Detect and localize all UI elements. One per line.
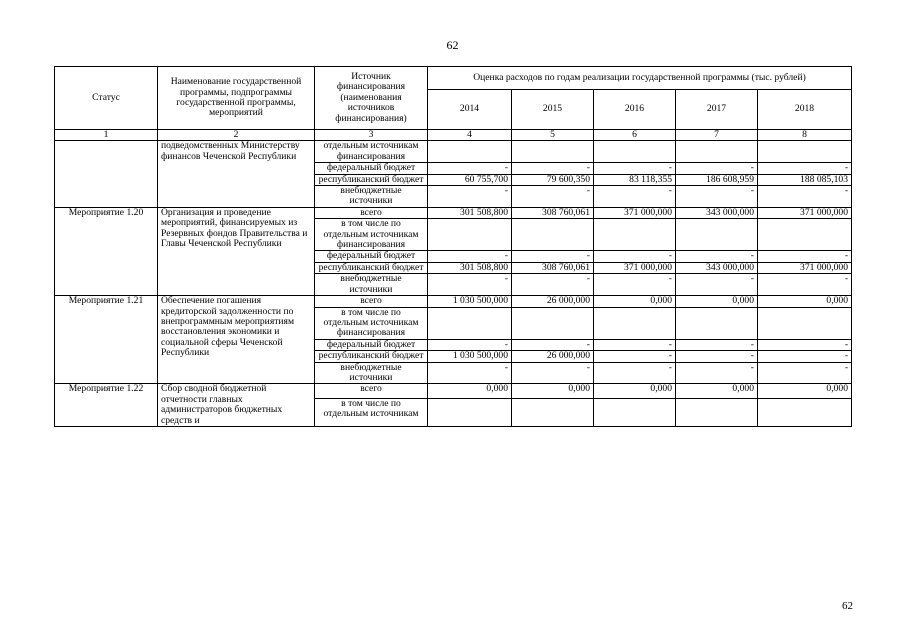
value-cell: - — [428, 274, 512, 296]
value-cell — [758, 398, 852, 426]
value-cell — [594, 307, 676, 339]
source-cell: в том числе по отдельным источникам финансирования — [315, 219, 428, 251]
value-cell: - — [594, 351, 676, 362]
source-cell: республиканский бюджет — [315, 351, 428, 362]
table-body — [55, 141, 852, 427]
source-cell: в том числе по отдельным источникам финансирования — [315, 307, 428, 339]
status-cell — [55, 141, 158, 207]
value-cell: - — [758, 339, 852, 350]
value-cell — [594, 398, 676, 426]
value-cell — [512, 307, 594, 339]
source-cell: внебюджетные источники — [315, 274, 428, 296]
value-cell: - — [512, 274, 594, 296]
value-cell: - — [758, 362, 852, 384]
value-cell: - — [594, 339, 676, 350]
column-number: 2 — [158, 130, 315, 141]
value-cell: - — [676, 351, 758, 362]
value-cell — [676, 141, 758, 163]
header-year: 2015 — [512, 90, 594, 130]
value-cell — [512, 398, 594, 426]
value-cell: 79 600,350 — [512, 174, 594, 185]
value-cell — [512, 141, 594, 163]
value-cell — [594, 219, 676, 251]
page-number-bottom: 62 — [842, 600, 853, 612]
value-cell: 371 000,000 — [758, 262, 852, 273]
value-cell: 60 755,700 — [428, 174, 512, 185]
value-cell — [428, 398, 512, 426]
source-cell: федеральный бюджет — [315, 251, 428, 262]
value-cell: - — [758, 351, 852, 362]
value-cell: 343 000,000 — [676, 207, 758, 218]
source-cell: республиканский бюджет — [315, 262, 428, 273]
value-cell: 0,000 — [594, 296, 676, 307]
header-estimate: Оценка расходов по годам реализации государственной программы (тыс. рублей) — [428, 67, 852, 90]
column-number: 1 — [55, 130, 158, 141]
header-year: 2014 — [428, 90, 512, 130]
value-cell — [676, 219, 758, 251]
value-cell: - — [758, 186, 852, 208]
value-cell: - — [428, 251, 512, 262]
value-cell: 371 000,000 — [594, 262, 676, 273]
value-cell — [512, 219, 594, 251]
value-cell: 1 030 500,000 — [428, 351, 512, 362]
value-cell: 301 508,800 — [428, 262, 512, 273]
header-name: Наименование государственной программы, подпрограммы государственной программы, мероприятий — [158, 67, 315, 130]
value-cell: - — [594, 186, 676, 208]
value-cell: - — [676, 251, 758, 262]
measure-status: Мероприятие 1.20 — [55, 207, 158, 295]
budget-table — [54, 66, 852, 427]
table-row — [55, 141, 852, 163]
source-cell: всего — [315, 296, 428, 307]
table-header — [55, 67, 852, 141]
measure-status: Мероприятие 1.21 — [55, 296, 158, 384]
value-cell: - — [594, 163, 676, 174]
value-cell: - — [428, 339, 512, 350]
value-cell: 186 608,959 — [676, 174, 758, 185]
value-cell: 308 760,061 — [512, 262, 594, 273]
value-cell: 343 000,000 — [676, 262, 758, 273]
header-year: 2017 — [676, 90, 758, 130]
value-cell: - — [676, 274, 758, 296]
value-cell: - — [512, 339, 594, 350]
value-cell: 26 000,000 — [512, 296, 594, 307]
column-number: 8 — [758, 130, 852, 141]
value-cell — [758, 219, 852, 251]
measure-name: Обеспечение погашения кредиторской задолженности по внепрограммным мероприятиям восстановления экономики и социальной сферы Чеченской Республики — [158, 296, 315, 384]
source-cell: внебюджетные источники — [315, 362, 428, 384]
value-cell — [758, 141, 852, 163]
table-row — [55, 207, 852, 218]
table-row — [55, 384, 852, 399]
value-cell: - — [512, 186, 594, 208]
value-cell: - — [594, 362, 676, 384]
value-cell: - — [428, 163, 512, 174]
value-cell: - — [428, 186, 512, 208]
value-cell: - — [512, 251, 594, 262]
source-cell: в том числе по отдельным источникам — [315, 398, 428, 426]
value-cell: - — [594, 274, 676, 296]
value-cell: - — [676, 339, 758, 350]
value-cell: 371 000,000 — [758, 207, 852, 218]
value-cell: 0,000 — [428, 384, 512, 399]
value-cell — [676, 398, 758, 426]
header-year: 2016 — [594, 90, 676, 130]
measure-name: подведомственных Министерству финансов Чеченской Республики — [158, 141, 315, 207]
value-cell: 0,000 — [676, 296, 758, 307]
value-cell: 0,000 — [512, 384, 594, 399]
source-cell: внебюджетные источники — [315, 186, 428, 208]
column-number: 3 — [315, 130, 428, 141]
value-cell — [758, 307, 852, 339]
value-cell — [676, 307, 758, 339]
column-number: 5 — [512, 130, 594, 141]
value-cell: 0,000 — [758, 384, 852, 399]
measure-name: Организация и проведение мероприятий, финансируемых из Резервных фондов Правительства и Главы Чеченской Республики — [158, 207, 315, 295]
value-cell: - — [758, 274, 852, 296]
source-cell: федеральный бюджет — [315, 163, 428, 174]
value-cell: - — [428, 362, 512, 384]
value-cell: 188 085,103 — [758, 174, 852, 185]
source-cell: всего — [315, 384, 428, 399]
column-number: 4 — [428, 130, 512, 141]
value-cell: - — [676, 186, 758, 208]
value-cell: 308 760,061 — [512, 207, 594, 218]
measure-name: Сбор сводной бюджетной отчетности главных администраторов бюджетных средств и — [158, 384, 315, 427]
value-cell — [428, 219, 512, 251]
value-cell: - — [758, 251, 852, 262]
value-cell: 83 118,355 — [594, 174, 676, 185]
table-row — [55, 296, 852, 307]
value-cell — [428, 141, 512, 163]
value-cell: 26 000,000 — [512, 351, 594, 362]
value-cell: 371 000,000 — [594, 207, 676, 218]
header-status: Статус — [55, 67, 158, 130]
value-cell: - — [594, 251, 676, 262]
value-cell: - — [676, 362, 758, 384]
value-cell: - — [512, 163, 594, 174]
value-cell — [428, 307, 512, 339]
page-number-top: 62 — [446, 38, 459, 52]
header-source: Источник финансирования (наименования источников финансирования) — [315, 67, 428, 130]
header-year: 2018 — [758, 90, 852, 130]
source-cell: отдельным источникам финансирования — [315, 141, 428, 163]
source-cell: республиканский бюджет — [315, 174, 428, 185]
column-number: 7 — [676, 130, 758, 141]
value-cell: 0,000 — [594, 384, 676, 399]
value-cell: - — [676, 163, 758, 174]
source-cell: федеральный бюджет — [315, 339, 428, 350]
value-cell — [594, 141, 676, 163]
value-cell: 301 508,800 — [428, 207, 512, 218]
value-cell: - — [758, 163, 852, 174]
source-cell: всего — [315, 207, 428, 218]
column-number: 6 — [594, 130, 676, 141]
measure-status: Мероприятие 1.22 — [55, 384, 158, 427]
value-cell: 0,000 — [676, 384, 758, 399]
value-cell: - — [512, 362, 594, 384]
value-cell: 1 030 500,000 — [428, 296, 512, 307]
value-cell: 0,000 — [758, 296, 852, 307]
